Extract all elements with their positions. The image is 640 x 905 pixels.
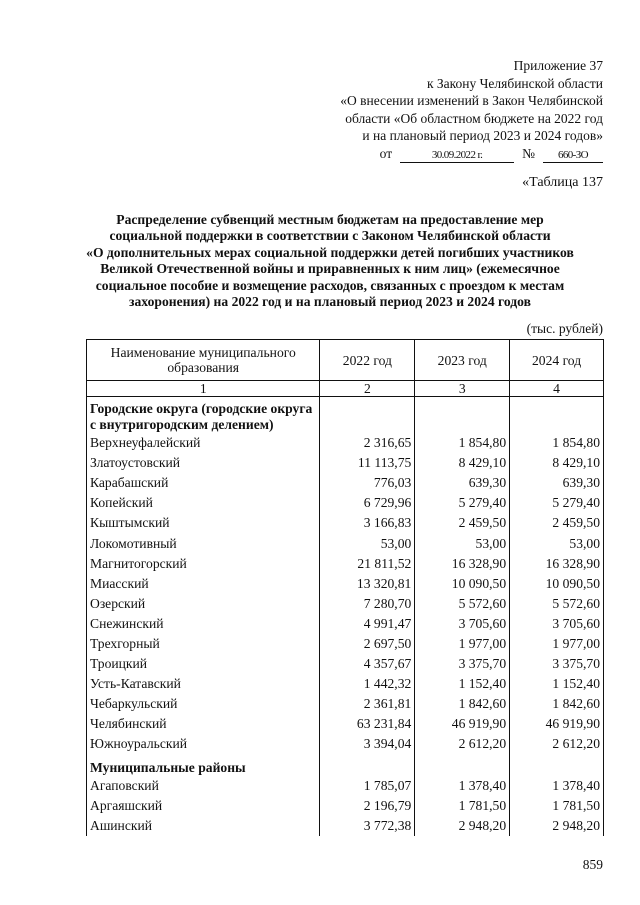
value-2024: 3 705,60: [510, 614, 604, 634]
table-row: [87, 614, 604, 634]
municipality-name: Озерский: [87, 594, 320, 614]
number-prefix: №: [522, 145, 535, 161]
municipality-name: Снежинский: [87, 614, 320, 634]
title-line: Распределение субвенций местным бюджетам на предоставление мер: [116, 212, 544, 227]
value-2024: 8 429,10: [510, 453, 604, 473]
column-number: 4: [510, 381, 604, 397]
value-2023: 2 612,20: [415, 734, 510, 754]
value-2024: 5 572,60: [510, 594, 604, 614]
municipality-name: Троицкий: [87, 654, 320, 674]
value-2024: 639,30: [510, 473, 604, 493]
value-2024: 10 090,50: [510, 574, 604, 594]
value-2024: 1 152,40: [510, 674, 604, 694]
municipality-name: Южноуральский: [87, 734, 320, 754]
value-2023: 2 948,20: [415, 816, 510, 836]
title-line: захоронения) на 2022 год и на плановый период 2023 и 2024 годов: [129, 294, 531, 310]
municipality-name: Верхнеуфалейский: [87, 433, 320, 453]
value-2022: 1 442,32: [320, 674, 415, 694]
municipality-name: Карабашский: [87, 473, 320, 493]
appendix-line: и на плановый период 2023 и 2024 годов»: [362, 128, 603, 144]
value-2022: 3 166,83: [320, 513, 415, 533]
units-label: (тыс. рублей): [526, 321, 603, 336]
value-2022: 63 231,84: [320, 714, 415, 734]
value-2022: 776,03: [320, 473, 415, 493]
municipality-name: Кыштымский: [87, 513, 320, 533]
page-number: 859: [582, 857, 603, 872]
value-2023: 8 429,10: [415, 453, 510, 473]
header-2023: 2023 год: [415, 340, 510, 381]
value-2022: 3 394,04: [320, 734, 415, 754]
document-title: [70, 212, 590, 310]
value-2023: 1 378,40: [415, 776, 510, 796]
value-2024: 46 919,90: [510, 714, 604, 734]
value-2024: 2 459,50: [510, 513, 604, 533]
value-2024: 53,00: [510, 533, 604, 553]
appendix-line: Приложение 37: [513, 58, 603, 73]
value-2023: 639,30: [415, 473, 510, 493]
table-row: [87, 453, 604, 473]
value-2022: 13 320,81: [320, 574, 415, 594]
header-2024: 2024 год: [510, 340, 604, 381]
table-row: [87, 654, 604, 674]
value-2022: 53,00: [320, 533, 415, 553]
value-2023: 1 152,40: [415, 674, 510, 694]
value-2023: 53,00: [415, 533, 510, 553]
table-row: [87, 674, 604, 694]
group-label: Городские округа (городские округа с внутригородским делением): [87, 397, 320, 434]
municipality-name: Челябинский: [87, 714, 320, 734]
table-reference: «Таблица 137: [522, 175, 603, 190]
appendix-line: «О внесении изменений в Закон Челябинской: [340, 93, 603, 109]
value-2024: 2 948,20: [510, 816, 604, 836]
table-row: [87, 574, 604, 594]
group-row-urban-districts: [87, 397, 604, 434]
value-2022: 4 991,47: [320, 614, 415, 634]
municipality-name: Локомотивный: [87, 533, 320, 553]
value-2024: 1 378,40: [510, 776, 604, 796]
value-2024: 1 854,80: [510, 433, 604, 453]
value-2024: 1 842,60: [510, 694, 604, 714]
title-line: «О дополнительных мерах социальной поддержки детей погибших участников: [86, 244, 574, 260]
municipality-name: Аргаяшский: [87, 796, 320, 816]
value-2023: 46 919,90: [415, 714, 510, 734]
law-number: 660-ЗО: [543, 148, 603, 163]
municipality-name: Ашинский: [87, 816, 320, 836]
municipality-name: Златоустовский: [87, 453, 320, 473]
appendix-line: области «Об областном бюджете на 2022 год: [345, 110, 603, 126]
value-2024: 1 781,50: [510, 796, 604, 816]
value-2022: 3 772,38: [320, 816, 415, 836]
table-row: [87, 513, 604, 533]
table-row: [87, 714, 604, 734]
municipality-name: Чебаркульский: [87, 694, 320, 714]
value-2024: 5 279,40: [510, 493, 604, 513]
appendix-header: [273, 57, 603, 163]
table-row: [87, 554, 604, 574]
law-date: 30.09.2022 г.: [400, 148, 514, 163]
value-2022: 2 196,79: [320, 796, 415, 816]
title-line: социальное пособие и возмещение расходов, связанных с проездом к местам: [95, 277, 565, 293]
table-row: [87, 533, 604, 553]
table-row: [87, 493, 604, 513]
value-2022: 7 280,70: [320, 594, 415, 614]
value-2023: 2 459,50: [415, 513, 510, 533]
table-row: [87, 594, 604, 614]
value-2023: 1 854,80: [415, 433, 510, 453]
municipality-name: Агаповский: [87, 776, 320, 796]
value-2024: 2 612,20: [510, 734, 604, 754]
appendix-line: к Закону Челябинской области: [426, 75, 603, 91]
value-2023: 1 781,50: [415, 796, 510, 816]
column-number: 2: [320, 381, 415, 397]
title-line: социальной поддержки в соответствии с Законом Челябинской области: [109, 228, 551, 244]
column-number-row: [87, 381, 604, 397]
value-2022: 1 785,07: [320, 776, 415, 796]
value-2024: 16 328,90: [510, 554, 604, 574]
table-row: [87, 634, 604, 654]
value-2022: 2 361,81: [320, 694, 415, 714]
table-row: [87, 796, 604, 816]
value-2022: 2 697,50: [320, 634, 415, 654]
municipality-name: Миасский: [87, 574, 320, 594]
value-2024: 1 977,00: [510, 634, 604, 654]
value-2023: 5 572,60: [415, 594, 510, 614]
value-2023: 1 977,00: [415, 634, 510, 654]
column-number: 3: [415, 381, 510, 397]
header-municipality: Наименование муниципального образования: [87, 340, 320, 381]
value-2022: 6 729,96: [320, 493, 415, 513]
title-line: Великой Отечественной войны и приравненных к ним лиц» (ежемесячное: [100, 261, 560, 277]
value-2023: 3 375,70: [415, 654, 510, 674]
value-2023: 1 842,60: [415, 694, 510, 714]
table-row: [87, 694, 604, 714]
municipality-name: Трехгорный: [87, 634, 320, 654]
value-2022: 11 113,75: [320, 453, 415, 473]
subsidy-table: [86, 339, 604, 836]
value-2023: 10 090,50: [415, 574, 510, 594]
value-2023: 3 705,60: [415, 614, 510, 634]
value-2022: 2 316,65: [320, 433, 415, 453]
group-label: Муниципальные районы: [87, 755, 320, 776]
date-prefix: от: [379, 145, 393, 161]
municipality-name: Копейский: [87, 493, 320, 513]
value-2023: 16 328,90: [415, 554, 510, 574]
municipality-name: Усть-Катавский: [87, 674, 320, 694]
table-row: [87, 816, 604, 836]
table-row: [87, 776, 604, 796]
table-row: [87, 473, 604, 493]
value-2024: 3 375,70: [510, 654, 604, 674]
column-number: 1: [87, 381, 320, 397]
municipality-name: Магнитогорский: [87, 554, 320, 574]
header-2022: 2022 год: [320, 340, 415, 381]
value-2022: 4 357,67: [320, 654, 415, 674]
table-row: [87, 734, 604, 754]
value-2023: 5 279,40: [415, 493, 510, 513]
group-row-municipal-districts: [87, 755, 604, 776]
value-2022: 21 811,52: [320, 554, 415, 574]
table-row: [87, 433, 604, 453]
law-date-number-line: [273, 145, 603, 163]
header-row: [87, 340, 604, 381]
